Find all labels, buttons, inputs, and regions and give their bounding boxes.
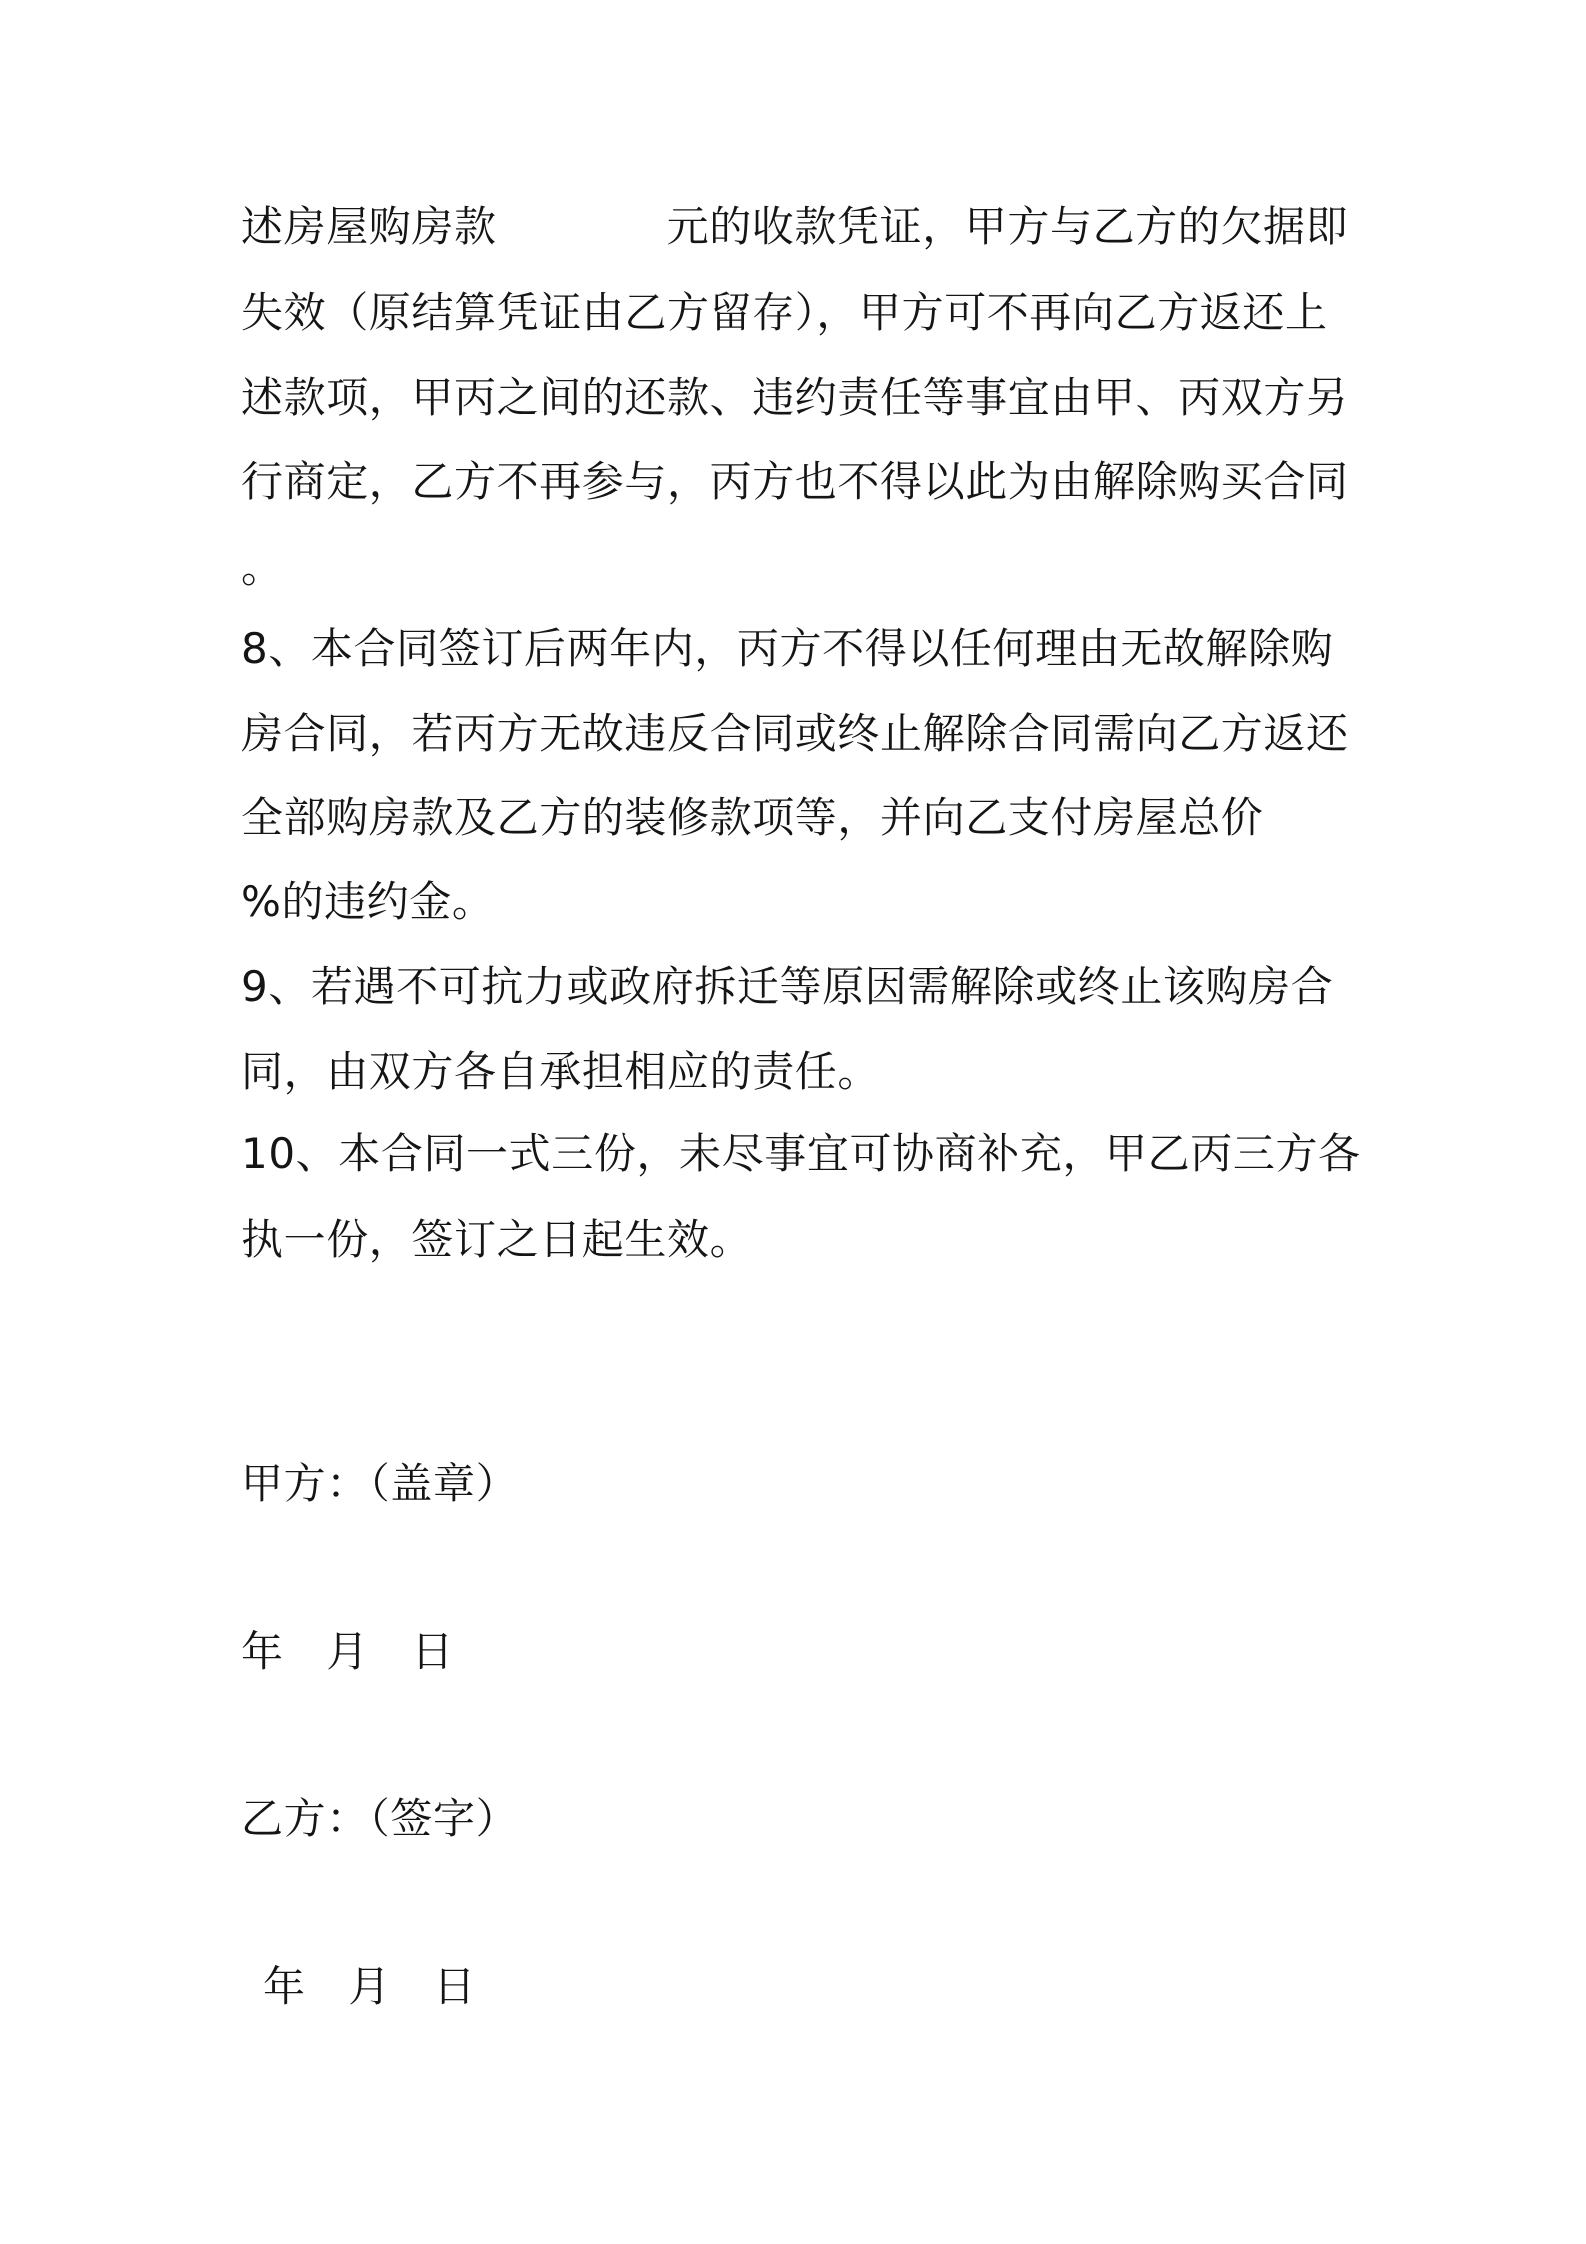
text-line: 行商定，乙方不再参与，丙方也不得以此为由解除购买合同	[241, 457, 1349, 506]
clause-10-line: 10、本合同一式三份，未尽事宜可协商补充，甲乙丙三方各	[241, 1129, 1361, 1178]
clause-10-line: 执一份，签订之日起生效。	[241, 1215, 753, 1264]
party-b-signature-label: 乙方：（签字）	[241, 1794, 519, 1843]
clause-8-line: %的违约金。	[241, 877, 495, 926]
party-a-date-line: 年 月 日	[241, 1627, 455, 1676]
clause-8-line: 8、本合同签订后两年内，丙方不得以任何理由无故解除购	[241, 624, 1334, 673]
clause-9-line: 9、若遇不可抗力或政府拆迁等原因需解除或终止该购房合	[241, 962, 1334, 1011]
text-line: 述款项，甲丙之间的还款、违约责任等事宜由甲、丙双方另	[241, 373, 1349, 422]
text-line	[241, 197, 1348, 257]
clause-9-line: 同，由双方各自承担相应的责任。	[241, 1047, 881, 1096]
party-a-seal-label: 甲方：（盖章）	[241, 1459, 519, 1508]
party-b-date-line: 年 月 日	[263, 1962, 477, 2011]
text-line: 失效（原结算凭证由乙方留存），甲方可不再向乙方返还上	[241, 288, 1328, 337]
clause-8-line: 房合同，若丙方无故违反合同或终止解除合同需向乙方返还	[241, 709, 1349, 758]
clause-8-line: 全部购房款及乙方的装修款项等，并向乙支付房屋总价	[241, 793, 1264, 842]
text-line: 。	[241, 543, 284, 592]
text-segment: 元的收款凭证，甲方与乙方的欠据即	[666, 202, 1349, 251]
text-segment: 述房屋购房款	[241, 202, 497, 251]
